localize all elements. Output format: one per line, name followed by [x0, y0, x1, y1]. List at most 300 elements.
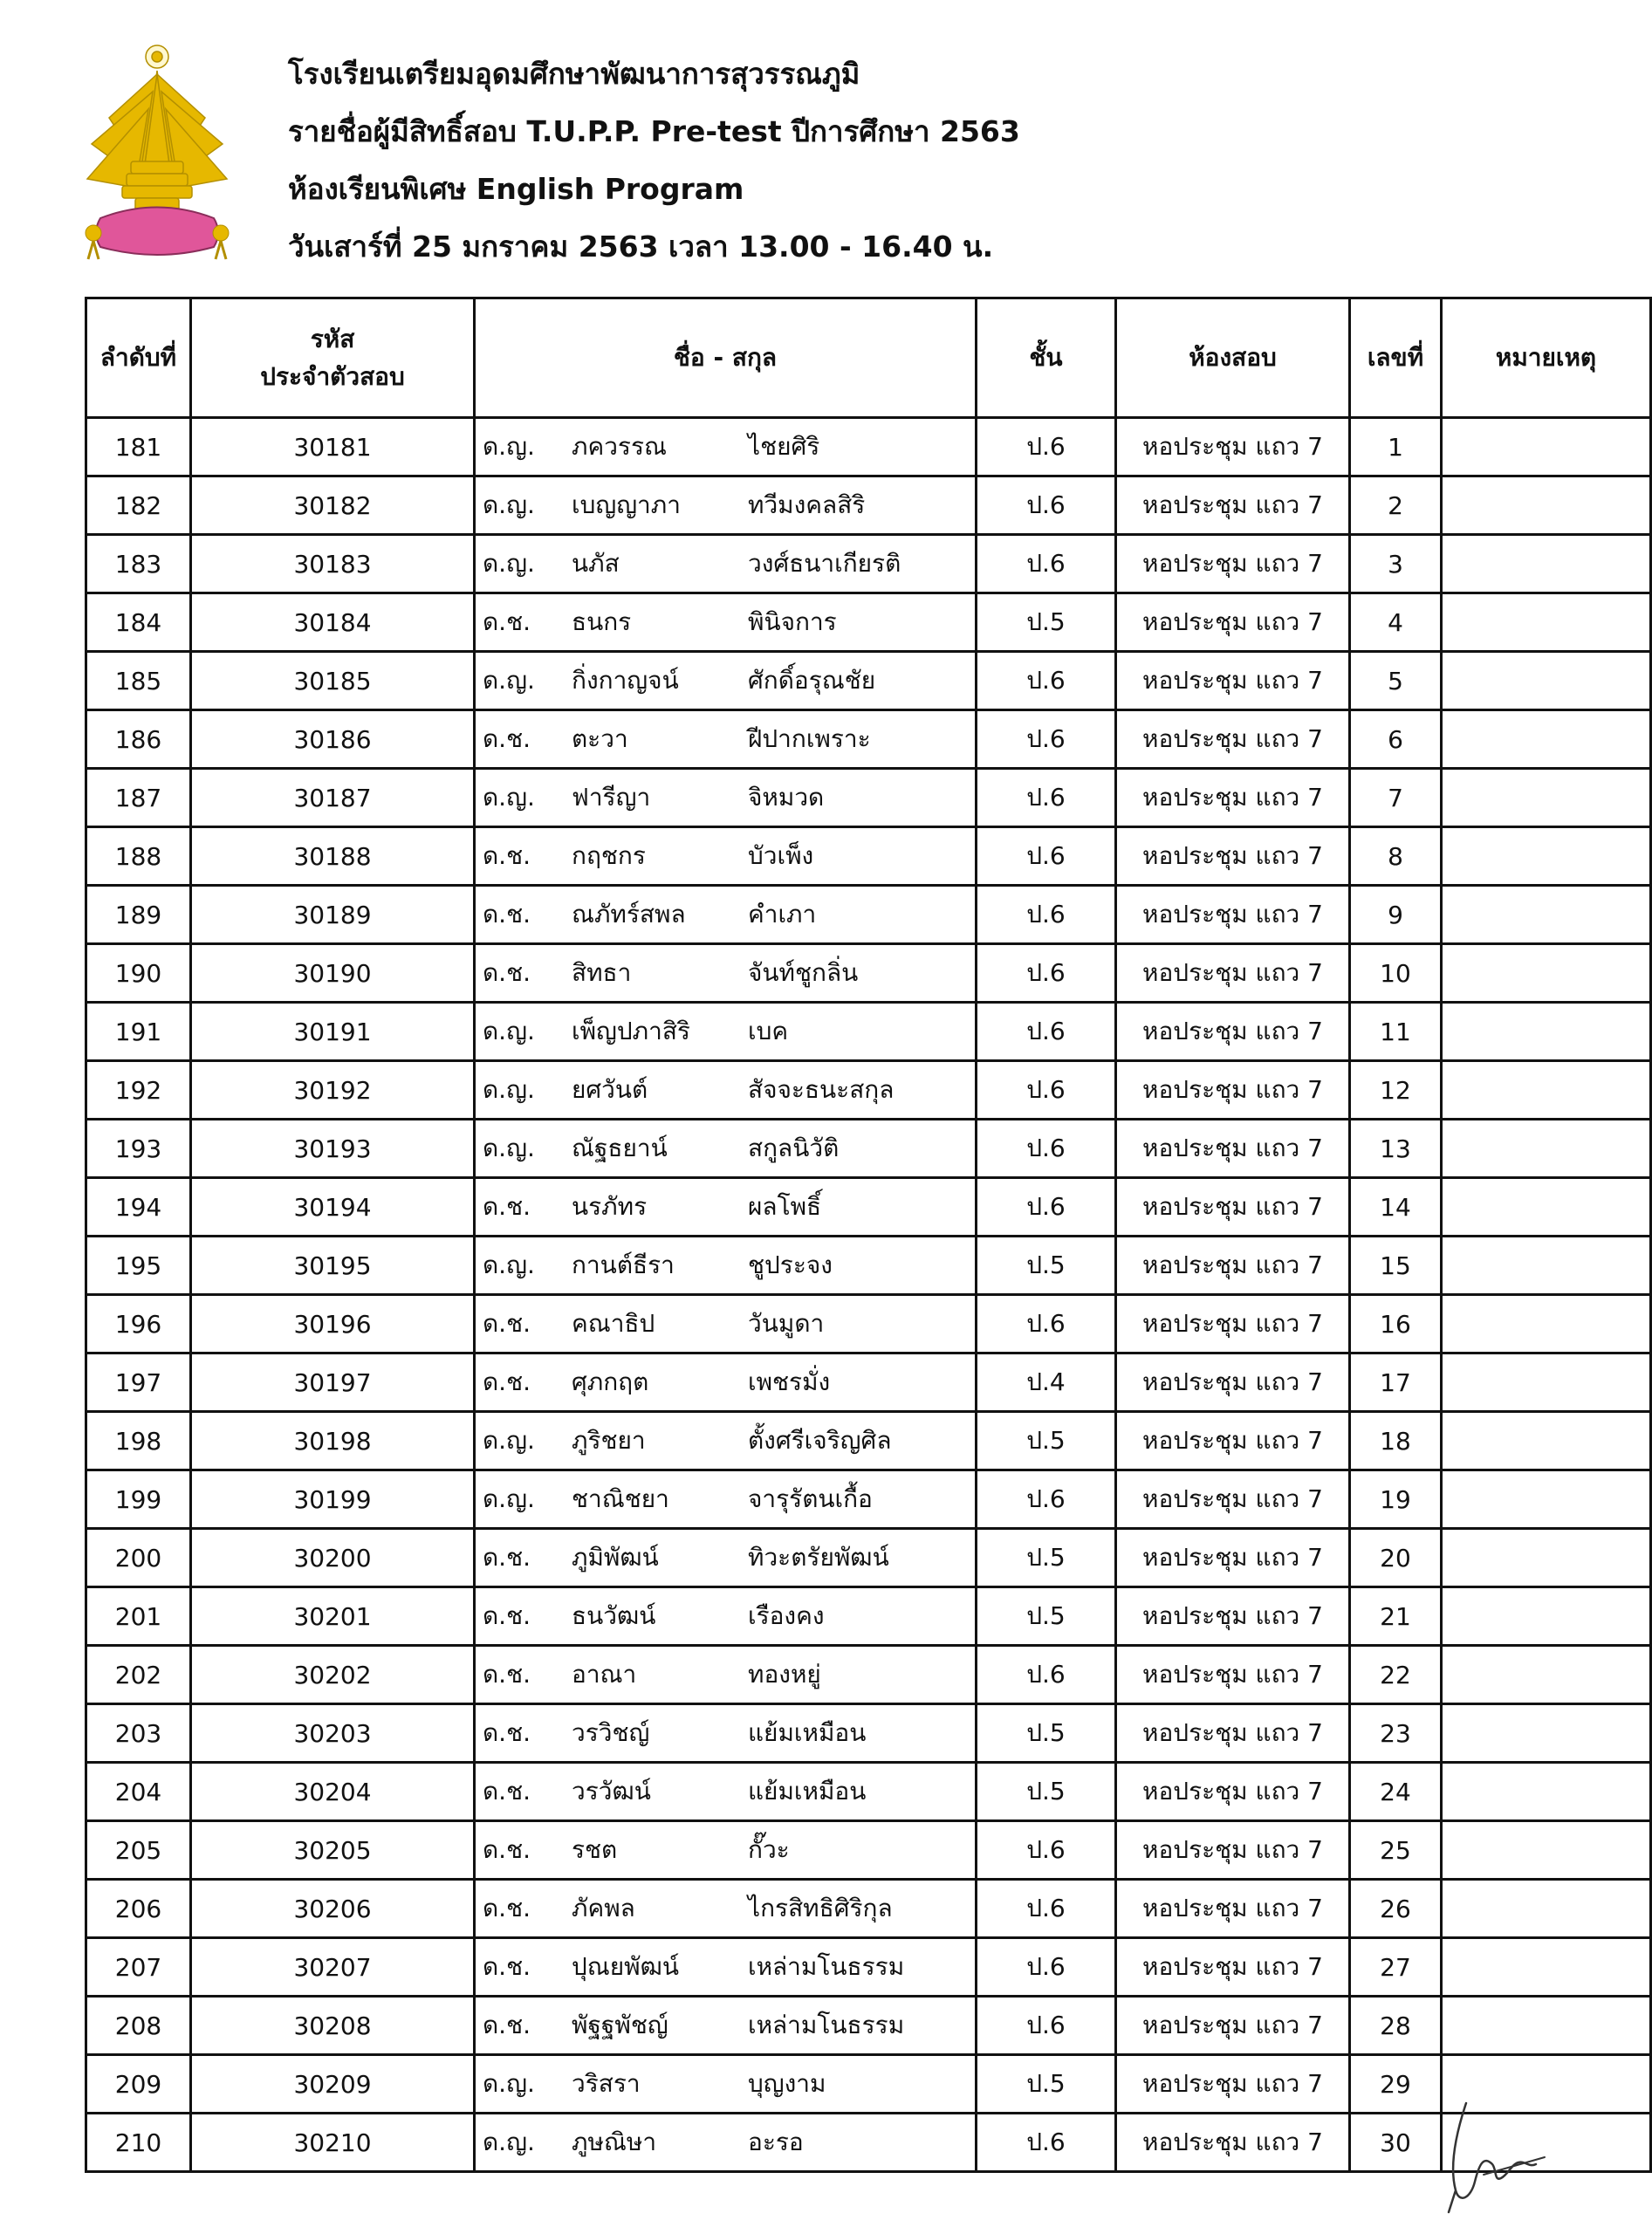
cell-remarks: [1442, 1120, 1651, 1178]
first-name: ยศวันต์: [572, 1075, 648, 1104]
first-name: ภควรรณ: [572, 432, 667, 461]
name-prefix: ด.ช.: [483, 1835, 531, 1864]
cell-order: 189: [86, 886, 191, 944]
cell-order: 206: [86, 1880, 191, 1938]
last-name: บัวเพ็ง: [748, 841, 814, 870]
cell-order: 201: [86, 1587, 191, 1646]
cell-grade: ป.5: [977, 1529, 1116, 1587]
name-prefix: ด.ญ.: [483, 1017, 535, 1045]
cell-order: 196: [86, 1295, 191, 1353]
cell-exam-room: หอประชุม แถว 7: [1116, 652, 1350, 710]
cell-exam-id: 30191: [191, 1003, 475, 1061]
cell-exam-room: หอประชุม แถว 7: [1116, 1704, 1350, 1763]
cell-exam-id: 30184: [191, 593, 475, 652]
first-name: นรภัทร: [572, 1192, 648, 1221]
last-name: ฝีปากเพราะ: [748, 724, 871, 753]
cell-exam-id: 30194: [191, 1178, 475, 1237]
cell-seat: 20: [1350, 1529, 1442, 1587]
table-row: [86, 2055, 1651, 2114]
cell-exam-id: 30207: [191, 1938, 475, 1997]
cell-grade: ป.6: [977, 1295, 1116, 1353]
cell-seat: 27: [1350, 1938, 1442, 1997]
header-full-name: ชื่อ - สกุล: [475, 298, 977, 418]
first-name: กฤชกร: [572, 841, 646, 870]
name-prefix: ด.ญ.: [483, 1426, 535, 1455]
cell-full-name: [475, 593, 977, 652]
cell-grade: ป.6: [977, 652, 1116, 710]
cell-exam-id: 30196: [191, 1295, 475, 1353]
cell-order: 199: [86, 1470, 191, 1529]
cell-order: 191: [86, 1003, 191, 1061]
cell-seat: 9: [1350, 886, 1442, 944]
cell-full-name: [475, 535, 977, 593]
cell-remarks: [1442, 476, 1651, 535]
cell-seat: 29: [1350, 2055, 1442, 2114]
cell-exam-room: หอประชุม แถว 7: [1116, 827, 1350, 886]
cell-full-name: [475, 710, 977, 769]
cell-exam-room: หอประชุม แถว 7: [1116, 944, 1350, 1003]
cell-grade: ป.5: [977, 1412, 1116, 1470]
cell-seat: 6: [1350, 710, 1442, 769]
cell-order: 207: [86, 1938, 191, 1997]
cell-full-name: [475, 1704, 977, 1763]
cell-seat: 24: [1350, 1763, 1442, 1821]
cell-order: 187: [86, 769, 191, 827]
last-name: เหล่ามโนธรรม: [748, 1952, 905, 1981]
cell-order: 184: [86, 593, 191, 652]
cell-seat: 2: [1350, 476, 1442, 535]
last-name: บุญงาม: [748, 2069, 826, 2098]
cell-exam-room: หอประชุม แถว 7: [1116, 1061, 1350, 1120]
first-name: พัฐฐพัชญ์: [572, 2011, 668, 2039]
school-name: โรงเรียนเตรียมอุดมศึกษาพัฒนาการสุวรรณภูมิ: [288, 57, 860, 91]
cell-order: 197: [86, 1353, 191, 1412]
last-name: เบค: [748, 1017, 789, 1045]
first-name: ตะวา: [572, 724, 628, 753]
table-row: [86, 827, 1651, 886]
last-name: พินิจการ: [748, 607, 837, 636]
cell-exam-room: หอประชุม แถว 7: [1116, 1353, 1350, 1412]
cell-remarks: [1442, 593, 1651, 652]
first-name: คณาธิป: [572, 1309, 655, 1338]
cell-remarks: [1442, 1529, 1651, 1587]
last-name: ตั้งศรีเจริญศิล: [748, 1426, 892, 1455]
cell-seat: 5: [1350, 652, 1442, 710]
cell-grade: ป.6: [977, 827, 1116, 886]
last-name: จารุรัตนเกื้อ: [748, 1484, 873, 1513]
table-row: [86, 1237, 1651, 1295]
last-name: สกูลนิวัติ: [748, 1134, 840, 1162]
cell-order: 193: [86, 1120, 191, 1178]
cell-remarks: [1442, 1178, 1651, 1237]
cell-exam-id: 30199: [191, 1470, 475, 1529]
cell-order: 209: [86, 2055, 191, 2114]
cell-full-name: [475, 418, 977, 476]
cell-exam-id: 30202: [191, 1646, 475, 1704]
table-row: [86, 593, 1651, 652]
cell-remarks: [1442, 1821, 1651, 1880]
cell-exam-id: 30188: [191, 827, 475, 886]
cell-order: 188: [86, 827, 191, 886]
cell-grade: ป.5: [977, 1587, 1116, 1646]
first-name: ณภัทร์สพล: [572, 900, 686, 929]
cell-order: 205: [86, 1821, 191, 1880]
cell-grade: ป.6: [977, 1120, 1116, 1178]
cell-remarks: [1442, 1061, 1651, 1120]
name-prefix: ด.ช.: [483, 1192, 531, 1221]
last-name: สัจจะธนะสกุล: [748, 1075, 895, 1104]
cell-exam-room: หอประชุม แถว 7: [1116, 1646, 1350, 1704]
table-row: [86, 769, 1651, 827]
last-name: จันท์ชูกลิ่น: [748, 958, 859, 987]
last-name: อะรอ: [748, 2128, 804, 2156]
name-prefix: ด.ช.: [483, 1660, 531, 1689]
first-name: สิทธา: [572, 958, 632, 987]
table-row: [86, 1529, 1651, 1587]
cell-full-name: [475, 1763, 977, 1821]
table-row: [86, 1061, 1651, 1120]
table-row: [86, 1470, 1651, 1529]
last-name: วงศ์ธนาเกียรติ: [748, 549, 901, 578]
cell-exam-id: 30185: [191, 652, 475, 710]
cell-order: 194: [86, 1178, 191, 1237]
first-name: กิ่งกาญจน์: [572, 666, 679, 695]
cell-exam-room: หอประชุม แถว 7: [1116, 1529, 1350, 1587]
cell-seat: 28: [1350, 1997, 1442, 2055]
cell-seat: 25: [1350, 1821, 1442, 1880]
cell-seat: 8: [1350, 827, 1442, 886]
first-name: อาณา: [572, 1660, 637, 1689]
cell-grade: ป.6: [977, 1821, 1116, 1880]
last-name: แย้มเหมือน: [748, 1718, 867, 1747]
name-prefix: ด.ช.: [483, 1777, 531, 1806]
cell-seat: 16: [1350, 1295, 1442, 1353]
cell-exam-id: 30193: [191, 1120, 475, 1178]
cell-exam-room: หอประชุม แถว 7: [1116, 1997, 1350, 2055]
cell-seat: 1: [1350, 418, 1442, 476]
cell-remarks: [1442, 1997, 1651, 2055]
first-name: วรวิชญ์: [572, 1718, 650, 1747]
table-row: [86, 1880, 1651, 1938]
cell-grade: ป.5: [977, 2055, 1116, 2114]
name-prefix: ด.ช.: [483, 958, 531, 987]
cell-grade: ป.6: [977, 769, 1116, 827]
cell-order: 198: [86, 1412, 191, 1470]
name-prefix: ด.ญ.: [483, 1484, 535, 1513]
cell-grade: ป.6: [977, 1178, 1116, 1237]
cell-grade: ป.6: [977, 476, 1116, 535]
first-name: กานต์ธีรา: [572, 1251, 675, 1279]
cell-full-name: [475, 1587, 977, 1646]
cell-full-name: [475, 827, 977, 886]
cell-exam-id: 30187: [191, 769, 475, 827]
cell-grade: ป.6: [977, 2114, 1116, 2172]
cell-exam-id: 30183: [191, 535, 475, 593]
cell-exam-room: หอประชุม แถว 7: [1116, 1938, 1350, 1997]
cell-exam-id: 30182: [191, 476, 475, 535]
cell-full-name: [475, 1821, 977, 1880]
name-prefix: ด.ญ.: [483, 2128, 535, 2156]
cell-full-name: [475, 1061, 977, 1120]
cell-full-name: [475, 2114, 977, 2172]
header-exam-id-line1: รหัส: [310, 324, 355, 353]
last-name: คำเภา: [748, 900, 817, 929]
cell-exam-id: 30206: [191, 1880, 475, 1938]
header-exam-id-line2: ประจำตัวสอบ: [260, 362, 405, 391]
cell-seat: 4: [1350, 593, 1442, 652]
cell-grade: ป.5: [977, 1763, 1116, 1821]
cell-exam-id: 30190: [191, 944, 475, 1003]
cell-exam-room: หอประชุม แถว 7: [1116, 1120, 1350, 1178]
cell-seat: 17: [1350, 1353, 1442, 1412]
cell-full-name: [475, 944, 977, 1003]
cell-seat: 3: [1350, 535, 1442, 593]
cell-exam-id: 30189: [191, 886, 475, 944]
cell-grade: ป.5: [977, 1704, 1116, 1763]
cell-full-name: [475, 1529, 977, 1587]
last-name: แย้มเหมือน: [748, 1777, 867, 1806]
first-name: ธนกร: [572, 607, 632, 636]
cell-seat: 23: [1350, 1704, 1442, 1763]
last-name: ชูประจง: [748, 1251, 833, 1279]
list-title: รายชื่อผู้มีสิทธิ์สอบ T.U.P.P. Pre-test ปีการศึกษา 2563: [288, 114, 1020, 148]
cell-full-name: [475, 652, 977, 710]
name-prefix: ด.ช.: [483, 841, 531, 870]
table-row: [86, 1120, 1651, 1178]
first-name: ภัคพล: [572, 1894, 635, 1922]
cell-grade: ป.6: [977, 886, 1116, 944]
cell-order: 210: [86, 2114, 191, 2172]
cell-full-name: [475, 1470, 977, 1529]
name-prefix: ด.ญ.: [483, 1075, 535, 1104]
first-name: ภูมิพัฒน์: [572, 1543, 659, 1572]
cell-exam-room: หอประชุม แถว 7: [1116, 1003, 1350, 1061]
table-row: [86, 1003, 1651, 1061]
cell-seat: 18: [1350, 1412, 1442, 1470]
name-prefix: ด.ช.: [483, 2011, 531, 2039]
cell-seat: 15: [1350, 1237, 1442, 1295]
first-name: เบญญาภา: [572, 490, 681, 519]
cell-remarks: [1442, 827, 1651, 886]
table-row: [86, 1763, 1651, 1821]
cell-seat: 14: [1350, 1178, 1442, 1237]
cell-exam-room: หอประชุม แถว 7: [1116, 710, 1350, 769]
first-name: วรวัฒน์: [572, 1777, 651, 1806]
cell-exam-id: 30210: [191, 2114, 475, 2172]
handwritten-signature-icon: [1431, 2094, 1553, 2217]
cell-grade: ป.6: [977, 1997, 1116, 2055]
first-name: ธนวัฒน์: [572, 1601, 656, 1630]
last-name: ทิวะตรัยพัฒน์: [748, 1543, 889, 1572]
cell-exam-id: 30195: [191, 1237, 475, 1295]
cell-seat: 22: [1350, 1646, 1442, 1704]
cell-remarks: [1442, 1003, 1651, 1061]
table-row: [86, 944, 1651, 1003]
name-prefix: ด.ช.: [483, 607, 531, 636]
cell-exam-room: หอประชุม แถว 7: [1116, 1587, 1350, 1646]
cell-exam-id: 30197: [191, 1353, 475, 1412]
cell-exam-room: หอประชุม แถว 7: [1116, 1412, 1350, 1470]
cell-order: 190: [86, 944, 191, 1003]
first-name: ฟารีญา: [572, 783, 651, 812]
table-row: [86, 1412, 1651, 1470]
cell-exam-id: 30198: [191, 1412, 475, 1470]
cell-full-name: [475, 1646, 977, 1704]
cell-order: 182: [86, 476, 191, 535]
name-prefix: ด.ช.: [483, 900, 531, 929]
name-prefix: ด.ช.: [483, 724, 531, 753]
cell-exam-room: หอประชุม แถว 7: [1116, 886, 1350, 944]
first-name: รชต: [572, 1835, 618, 1864]
cell-full-name: [475, 1997, 977, 2055]
first-name: ณัฐธยาน์: [572, 1134, 668, 1162]
document-header: [288, 45, 1020, 276]
name-prefix: ด.ญ.: [483, 490, 535, 519]
cell-remarks: [1442, 1938, 1651, 1997]
cell-exam-room: หอประชุม แถว 7: [1116, 1295, 1350, 1353]
table-row: [86, 886, 1651, 944]
cell-full-name: [475, 476, 977, 535]
table-row: [86, 1704, 1651, 1763]
cell-full-name: [475, 1412, 977, 1470]
cell-full-name: [475, 886, 977, 944]
header-grade: ชั้น: [977, 298, 1116, 418]
header-seat: เลขที่: [1350, 298, 1442, 418]
cell-grade: ป.6: [977, 535, 1116, 593]
cell-seat: 30: [1350, 2114, 1442, 2172]
last-name: ผลโพธิ์: [748, 1192, 822, 1221]
exam-datetime: วันเสาร์ที่ 25 มกราคม 2563 เวลา 13.00 - 16.40 น.: [288, 230, 994, 264]
cell-order: 203: [86, 1704, 191, 1763]
cell-exam-id: 30186: [191, 710, 475, 769]
cell-order: 186: [86, 710, 191, 769]
cell-exam-room: หอประชุม แถว 7: [1116, 2055, 1350, 2114]
cell-grade: ป.6: [977, 1003, 1116, 1061]
cell-full-name: [475, 1295, 977, 1353]
cell-grade: ป.6: [977, 944, 1116, 1003]
last-name: ไกรสิทธิศิริกุล: [748, 1894, 893, 1922]
last-name: เพชรมั่ง: [748, 1367, 831, 1396]
cell-order: 204: [86, 1763, 191, 1821]
table-row: [86, 1353, 1651, 1412]
cell-exam-id: 30200: [191, 1529, 475, 1587]
table-row: [86, 1646, 1651, 1704]
name-prefix: ด.ญ.: [483, 1134, 535, 1162]
cell-grade: ป.6: [977, 1470, 1116, 1529]
cell-grade: ป.5: [977, 1237, 1116, 1295]
cell-remarks: [1442, 1880, 1651, 1938]
last-name: ศักดิ์อรุณชัย: [748, 666, 876, 695]
name-prefix: ด.ช.: [483, 1601, 531, 1630]
cell-order: 202: [86, 1646, 191, 1704]
header-order: ลำดับที่: [86, 298, 191, 418]
cell-exam-id: 30192: [191, 1061, 475, 1120]
cell-full-name: [475, 1003, 977, 1061]
name-prefix: ด.ช.: [483, 1309, 531, 1338]
cell-grade: ป.6: [977, 1880, 1116, 1938]
name-prefix: ด.ญ.: [483, 783, 535, 812]
first-name: เพ็ญปภาสิริ: [572, 1017, 690, 1045]
cell-full-name: [475, 1120, 977, 1178]
cell-seat: 12: [1350, 1061, 1442, 1120]
name-prefix: ด.ญ.: [483, 1251, 535, 1279]
cell-remarks: [1442, 710, 1651, 769]
cell-full-name: [475, 1880, 977, 1938]
cell-grade: ป.4: [977, 1353, 1116, 1412]
last-name: ทวีมงคลสิริ: [748, 490, 866, 519]
cell-exam-room: หอประชุม แถว 7: [1116, 1470, 1350, 1529]
first-name: นภัส: [572, 549, 620, 578]
name-prefix: ด.ญ.: [483, 2069, 535, 2098]
first-name: ปุณยพัฒน์: [572, 1952, 680, 1981]
cell-seat: 21: [1350, 1587, 1442, 1646]
cell-order: 185: [86, 652, 191, 710]
cell-order: 195: [86, 1237, 191, 1295]
cell-seat: 7: [1350, 769, 1442, 827]
school-crest-icon: [83, 39, 231, 266]
cell-exam-id: 30204: [191, 1763, 475, 1821]
cell-exam-room: หอประชุม แถว 7: [1116, 1821, 1350, 1880]
cell-remarks: [1442, 944, 1651, 1003]
cell-remarks: [1442, 652, 1651, 710]
name-prefix: ด.ช.: [483, 1543, 531, 1572]
cell-grade: ป.6: [977, 1938, 1116, 1997]
cell-exam-id: 30203: [191, 1704, 475, 1763]
candidate-table: [85, 297, 1652, 2173]
cell-exam-id: 30201: [191, 1587, 475, 1646]
cell-exam-room: หอประชุม แถว 7: [1116, 2114, 1350, 2172]
cell-full-name: [475, 769, 977, 827]
cell-order: 200: [86, 1529, 191, 1587]
first-name: ภูริชยา: [572, 1426, 646, 1455]
cell-remarks: [1442, 1353, 1651, 1412]
header-remarks: หมายเหตุ: [1442, 298, 1651, 418]
name-prefix: ด.ญ.: [483, 432, 535, 461]
table-body: [86, 418, 1651, 2172]
cell-exam-room: หอประชุม แถว 7: [1116, 1178, 1350, 1237]
cell-grade: ป.6: [977, 418, 1116, 476]
cell-seat: 10: [1350, 944, 1442, 1003]
cell-order: 183: [86, 535, 191, 593]
name-prefix: ด.ช.: [483, 1894, 531, 1922]
name-prefix: ด.ญ.: [483, 549, 535, 578]
name-prefix: ด.ช.: [483, 1718, 531, 1747]
cell-grade: ป.5: [977, 593, 1116, 652]
last-name: กั๊วะ: [748, 1835, 790, 1864]
table-row: [86, 1997, 1651, 2055]
table-row: [86, 1821, 1651, 1880]
cell-remarks: [1442, 1587, 1651, 1646]
cell-seat: 19: [1350, 1470, 1442, 1529]
last-name: ไชยศิริ: [748, 432, 820, 461]
table-row: [86, 710, 1651, 769]
cell-exam-room: หอประชุม แถว 7: [1116, 1237, 1350, 1295]
cell-exam-id: 30205: [191, 1821, 475, 1880]
cell-seat: 13: [1350, 1120, 1442, 1178]
cell-order: 181: [86, 418, 191, 476]
last-name: เหล่ามโนธรรม: [748, 2011, 905, 2039]
cell-full-name: [475, 1938, 977, 1997]
table-header-row: [86, 298, 1651, 418]
cell-remarks: [1442, 535, 1651, 593]
last-name: เรืองคง: [748, 1601, 825, 1630]
last-name: จิหมวด: [748, 783, 825, 812]
cell-full-name: [475, 1237, 977, 1295]
cell-full-name: [475, 1353, 977, 1412]
cell-exam-room: หอประชุม แถว 7: [1116, 769, 1350, 827]
cell-remarks: [1442, 769, 1651, 827]
last-name: ทองหยู่: [748, 1660, 821, 1689]
